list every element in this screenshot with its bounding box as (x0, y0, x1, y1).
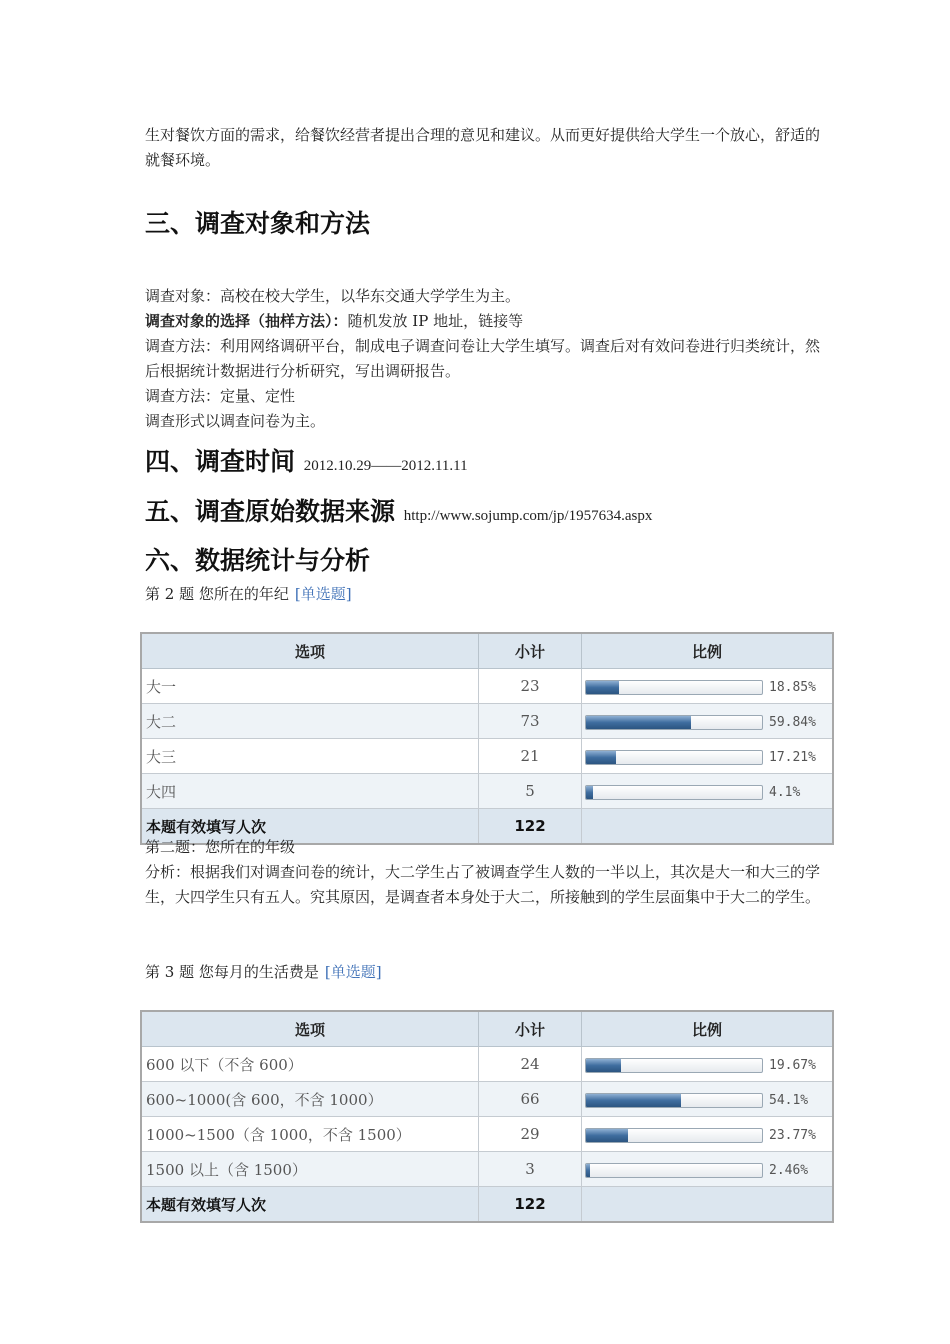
ratio-percent: 54.1% (769, 1092, 809, 1108)
ratio-bar (585, 680, 763, 695)
ratio-bar (585, 1093, 763, 1108)
total-label: 本题有效填写人次 (141, 1187, 479, 1223)
q3-title-text: 第 3 题 您每月的生活费是 (145, 963, 319, 981)
header-option: 选项 (141, 633, 479, 669)
q2-title-text: 第 2 题 您所在的年纪 (145, 585, 289, 603)
option-cell: 1000~1500（含 1000，不含 1500） (141, 1117, 479, 1152)
q3-title (145, 960, 382, 985)
ratio-cell (582, 669, 834, 704)
option-cell: 大四 (141, 774, 479, 809)
table-row (141, 1082, 833, 1117)
ratio-bar (585, 785, 763, 800)
intro-paragraph: 生对餐饮方面的需求，给餐饮经营者提出合理的意见和建议。从而更好提供给大学生一个放心，舒适的就餐环境。 (145, 126, 821, 169)
method-line-5: 调查形式以调查问卷为主。 (145, 412, 326, 430)
ratio-bar (585, 1058, 763, 1073)
ratio-bar (585, 715, 763, 730)
ratio-bar-fill (586, 1059, 621, 1072)
header-count: 小计 (479, 633, 582, 669)
option-cell: 大二 (141, 704, 479, 739)
q3-type-tag: [单选题] (324, 963, 382, 981)
option-cell: 1500 以上（含 1500） (141, 1152, 479, 1187)
section-heading-4 (145, 442, 468, 478)
ratio-percent: 2.46% (769, 1162, 809, 1178)
count-cell: 5 (479, 774, 582, 809)
table-row (141, 739, 833, 774)
method-block (145, 284, 825, 434)
table-row (141, 1152, 833, 1187)
analysis-title: 第二题：您所在的年级 (145, 838, 296, 856)
total-row (141, 1187, 833, 1223)
method-line-2-rest: 随机发放 IP 地址，链接等 (347, 312, 524, 330)
ratio-percent: 59.84% (769, 714, 816, 730)
header-ratio: 比例 (582, 633, 834, 669)
q2-header-row (141, 633, 833, 669)
table-row (141, 669, 833, 704)
q2-title (145, 582, 352, 607)
ratio-bar-fill (586, 1094, 681, 1107)
header-count: 小计 (479, 1011, 582, 1047)
ratio-bar (585, 1128, 763, 1143)
ratio-percent: 18.85% (769, 679, 816, 695)
q2-table (140, 632, 834, 845)
count-cell: 21 (479, 739, 582, 774)
option-cell: 600 以下（不含 600） (141, 1047, 479, 1082)
q3-header-row (141, 1011, 833, 1047)
count-cell: 3 (479, 1152, 582, 1187)
ratio-bar-fill (586, 716, 691, 729)
table-row (141, 774, 833, 809)
ratio-cell (582, 1117, 834, 1152)
ratio-bar-fill (586, 1164, 590, 1177)
header-option: 选项 (141, 1011, 479, 1047)
table-row (141, 704, 833, 739)
ratio-percent: 4.1% (769, 784, 801, 800)
ratio-cell (582, 1047, 834, 1082)
ratio-percent: 17.21% (769, 749, 816, 765)
q2-type-tag: [单选题] (294, 585, 352, 603)
q3-table (140, 1010, 834, 1223)
method-line-2 (145, 309, 825, 334)
count-cell: 24 (479, 1047, 582, 1082)
ratio-bar-fill (586, 751, 616, 764)
survey-date-range: 2012.10.29——2012.11.11 (303, 458, 468, 474)
option-cell: 大三 (141, 739, 479, 774)
count-cell: 73 (479, 704, 582, 739)
ratio-cell (582, 704, 834, 739)
ratio-cell (582, 1082, 834, 1117)
section-heading-3: 三、调查对象和方法 (145, 209, 371, 238)
method-line-1: 调查对象：高校在校大学生，以华东交通大学学生为主。 (145, 287, 521, 305)
ratio-bar-fill (586, 786, 593, 799)
analysis-block (145, 835, 825, 910)
analysis-text: 分析：根据我们对调查问卷的统计，大二学生占了被调查学生人数的一半以上，其次是大一和大三的学生，大四学生只有五人。究其原因，是调查者本身处于大二，所接触到的学生层面集中于大二的学生。 (145, 863, 821, 906)
option-cell: 大一 (141, 669, 479, 704)
header-ratio: 比例 (582, 1011, 834, 1047)
total-empty-cell (582, 1187, 834, 1223)
ratio-bar-fill (586, 1129, 628, 1142)
total-label: 本题有效填写人次 (141, 809, 479, 845)
section-5-title: 五、调查原始数据来源 (145, 497, 396, 526)
ratio-percent: 23.77% (769, 1127, 816, 1143)
ratio-cell (582, 774, 834, 809)
ratio-bar (585, 1163, 763, 1178)
count-cell: 66 (479, 1082, 582, 1117)
table-row (141, 1047, 833, 1082)
ratio-cell (582, 739, 834, 774)
method-line-2-bold: 调查对象的选择（抽样方法）： (145, 312, 348, 330)
ratio-bar-fill (586, 681, 619, 694)
ratio-percent: 19.67% (769, 1057, 816, 1073)
table-row (141, 1117, 833, 1152)
method-line-4: 调查方法：定量、定性 (145, 387, 296, 405)
total-count: 122 (479, 1187, 582, 1223)
option-cell: 600~1000(含 600，不含 1000） (141, 1082, 479, 1117)
total-count: 122 (479, 809, 582, 845)
section-heading-6: 六、数据统计与分析 (145, 546, 371, 575)
count-cell: 29 (479, 1117, 582, 1152)
section-4-title: 四、调查时间 (145, 447, 296, 476)
data-source-url: http://www.sojump.com/jp/1957634.aspx (403, 508, 653, 524)
count-cell: 23 (479, 669, 582, 704)
ratio-cell (582, 1152, 834, 1187)
method-line-3: 调查方法：利用网络调研平台，制成电子调查问卷让大学生填写。调查后对有效问卷进行归类统计，然后根据统计数据进行分析研究，写出调研报告。 (145, 337, 821, 380)
ratio-bar (585, 750, 763, 765)
section-heading-5 (145, 492, 652, 528)
